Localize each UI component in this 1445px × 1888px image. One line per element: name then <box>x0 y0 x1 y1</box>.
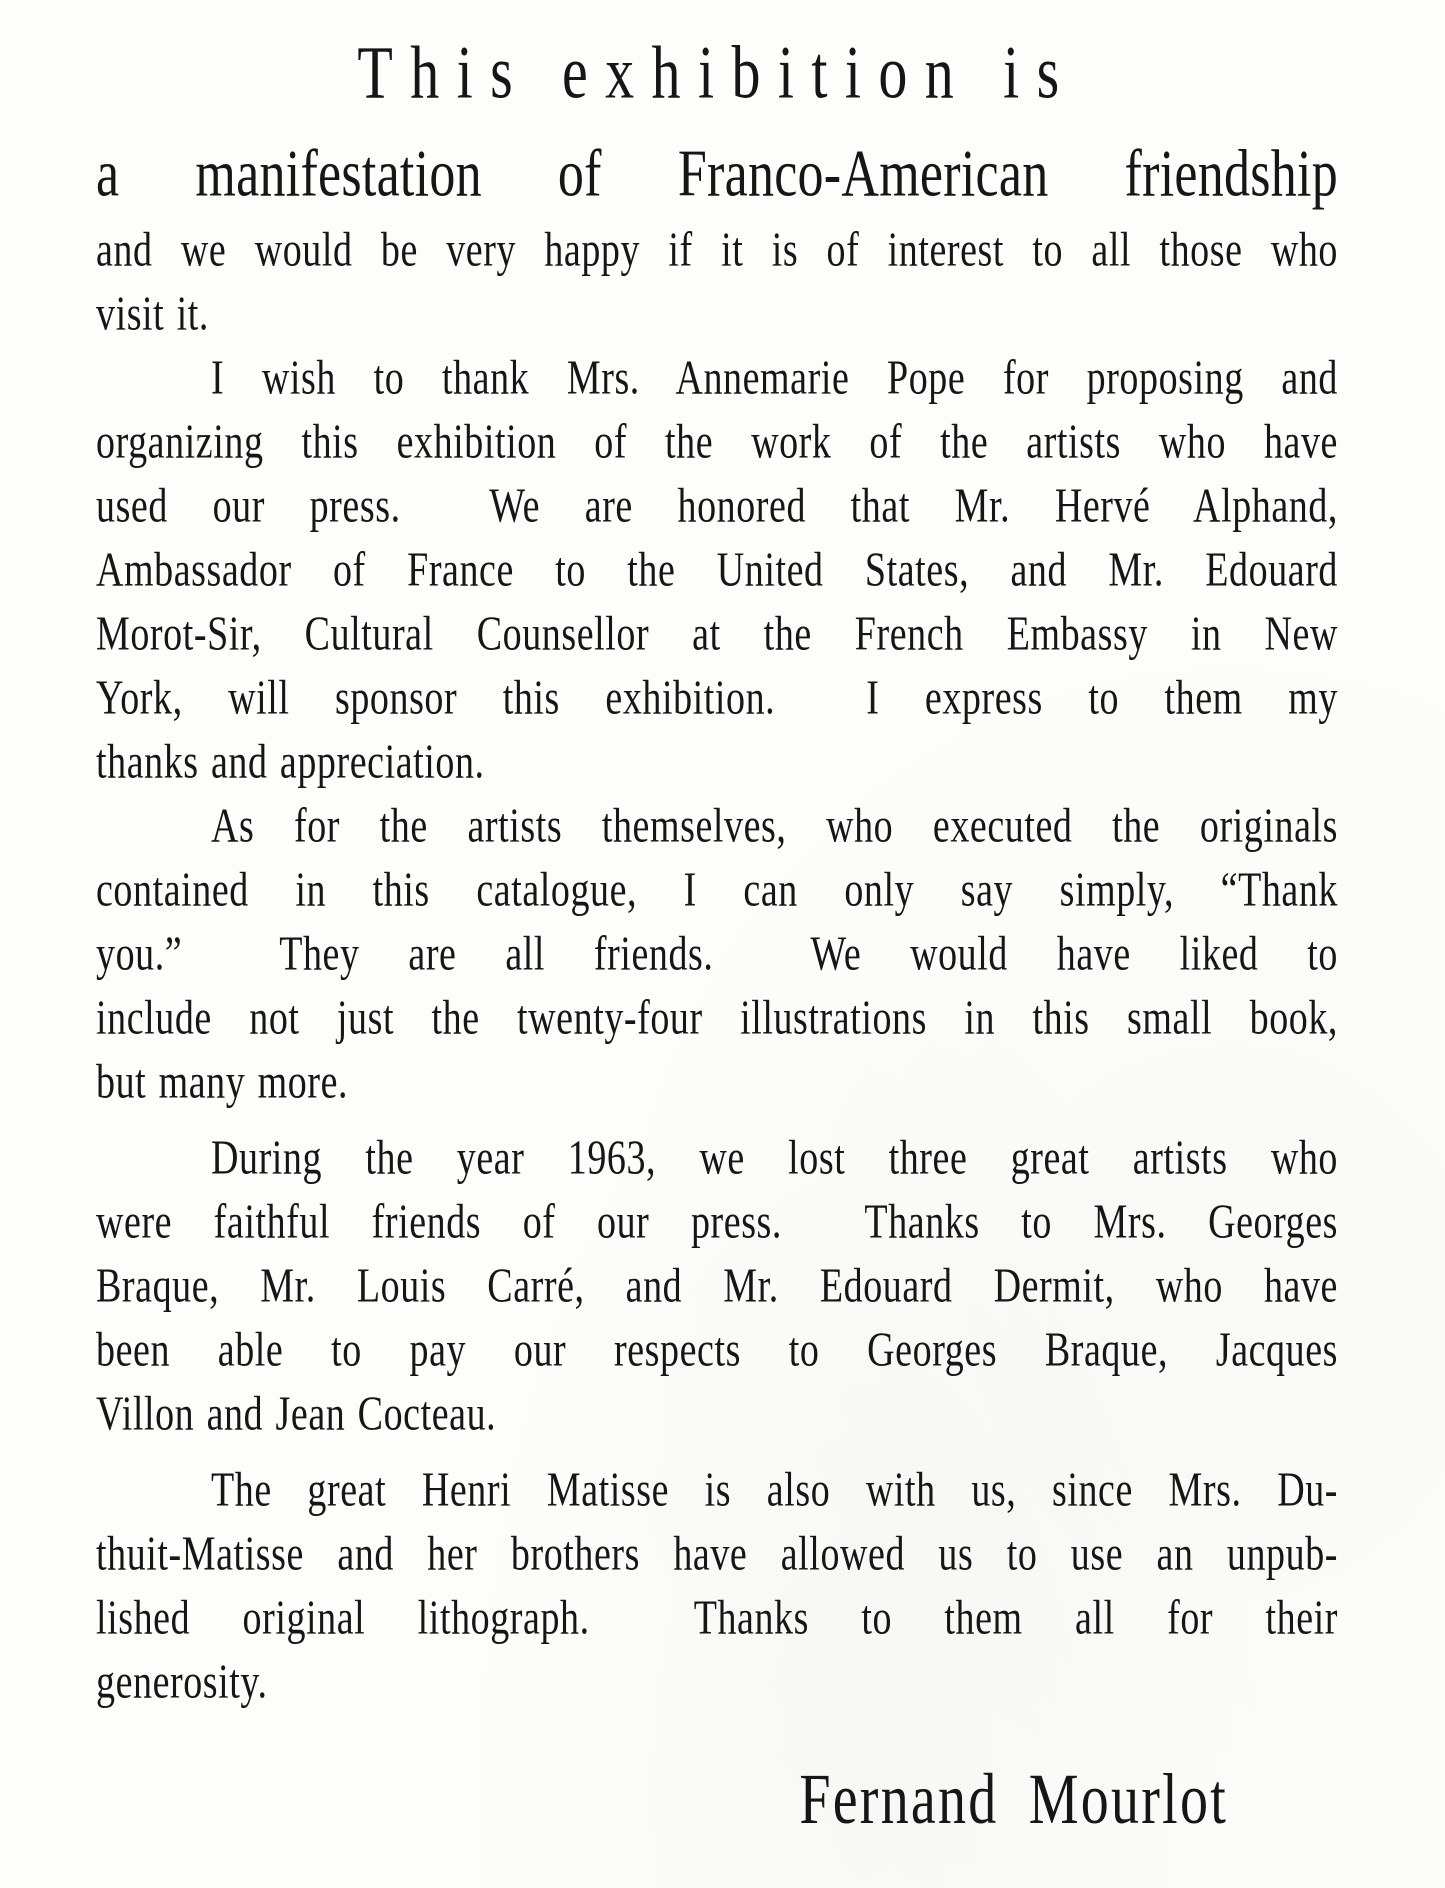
body-line: contained in this catalogue, I can only say simply, “Thank <box>96 863 1338 917</box>
text-column <box>96 30 1338 1840</box>
body-line: Ambassador of France to the United States, and Mr. Edouard <box>96 543 1338 597</box>
body-line: thanks and appreciation. <box>96 735 485 789</box>
body-line: and we would be very happy if it is of interest to all those who <box>96 223 1338 277</box>
body-text <box>96 218 1338 1714</box>
body-line: but many more. <box>96 1055 349 1109</box>
body-line: I wish to thank Mrs. Annemarie Pope for proposing and <box>211 351 1338 405</box>
body-line: visit it. <box>96 287 209 341</box>
author-signature: Fernand Mourlot <box>799 1760 1228 1840</box>
body-line: Braque, Mr. Louis Carré, and Mr. Edouard Dermit, who have <box>96 1259 1338 1313</box>
body-line: As for the artists themselves, who executed the originals <box>211 799 1338 853</box>
body-line: include not just the twenty-four illustrations in this small book, <box>96 991 1338 1045</box>
body-line: The great Henri Matisse is also with us, since Mrs. Du- <box>211 1463 1338 1517</box>
body-line: you.” They are all friends. We would have liked to <box>96 927 1338 981</box>
body-line: been able to pay our respects to Georges Braque, Jacques <box>96 1323 1338 1377</box>
body-line: Morot-Sir, Cultural Counsellor at the French Embassy in New <box>96 607 1338 661</box>
body-line: generosity. <box>96 1655 268 1709</box>
body-line: organizing this exhibition of the work of the artists who have <box>96 415 1338 469</box>
body-line: used our press. We are honored that Mr. Hervé Alphand, <box>96 479 1338 533</box>
body-line: lished original lithograph. Thanks to them all for their <box>96 1591 1338 1645</box>
body-line: During the year 1963, we lost three great artists who <box>211 1131 1338 1185</box>
page-title: This exhibition is <box>357 30 1077 115</box>
body-line: York, will sponsor this exhibition. I express to them my <box>96 671 1338 725</box>
body-line: were faithful friends of our press. Thanks to Mrs. Georges <box>96 1195 1338 1249</box>
body-line: thuit-Matisse and her brothers have allowed us to use an unpub- <box>96 1527 1338 1581</box>
body-line: Villon and Jean Cocteau. <box>96 1387 497 1441</box>
page-subtitle: a manifestation of Franco-American friendship <box>96 137 1338 211</box>
